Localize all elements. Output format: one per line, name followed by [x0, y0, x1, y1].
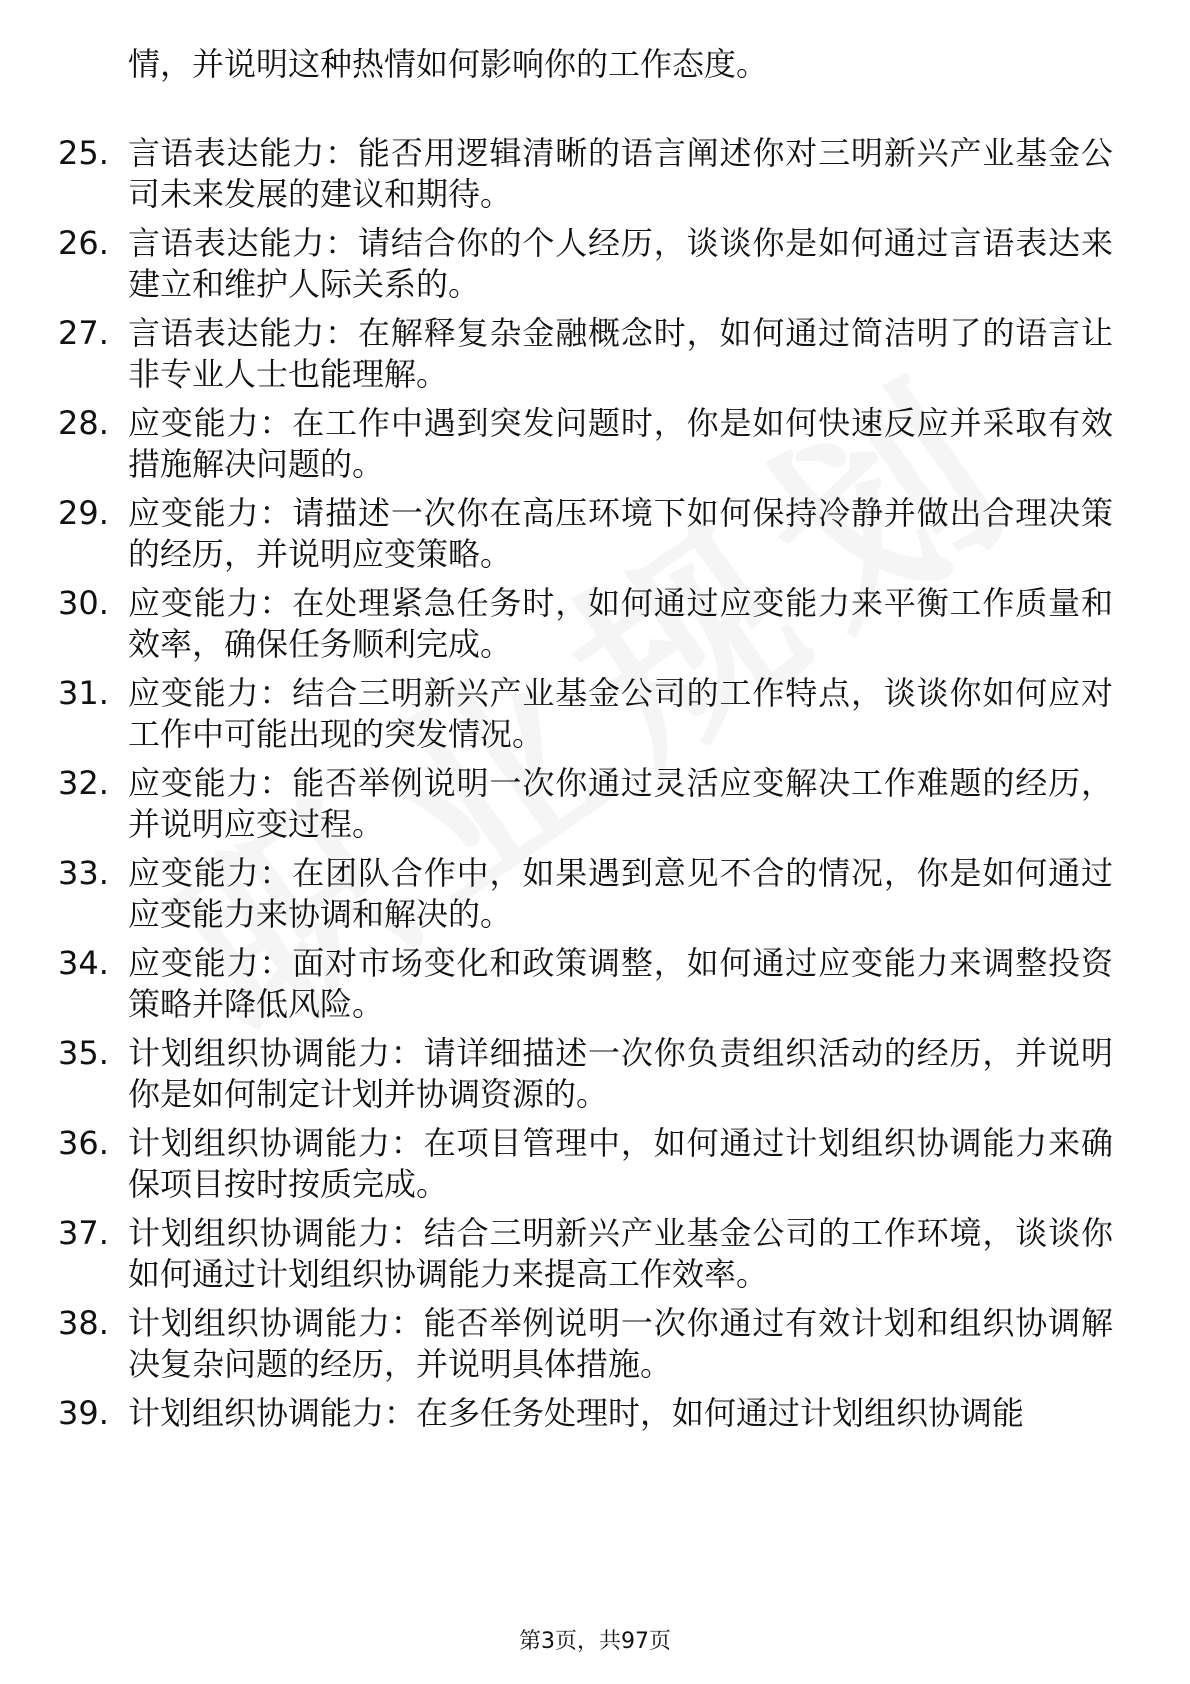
list-item	[0, 133, 1190, 215]
list-item	[0, 1303, 1190, 1385]
list-item	[0, 493, 1190, 575]
question-list	[0, 44, 1190, 1442]
item-text: 计划组织协调能力：在多任务处理时，如何通过计划组织协调能	[128, 1394, 1025, 1432]
item-number: 28.	[58, 404, 109, 442]
item-number: 34.	[58, 944, 109, 982]
continued-text: 情，并说明这种热情如何影响你的工作态度。	[128, 45, 769, 83]
list-item	[0, 1123, 1190, 1205]
item-number: 36.	[58, 1124, 109, 1162]
item-text: 应变能力：在团队合作中，如果遇到意见不合的情况，你是如何通过应变能力来协调和解决的。	[128, 854, 1113, 933]
list-item	[0, 583, 1190, 665]
item-text: 应变能力：结合三明新兴产业基金公司的工作特点，谈谈你如何应对工作中可能出现的突发情况。	[128, 674, 1113, 753]
list-item	[0, 223, 1190, 305]
item-text: 计划组织协调能力：请详细描述一次你负责组织活动的经历，并说明你是如何制定计划并协调资源的。	[128, 1034, 1113, 1113]
list-item	[0, 853, 1190, 935]
list-item	[0, 1393, 1190, 1434]
item-number: 33.	[58, 854, 109, 892]
item-text: 应变能力：面对市场变化和政策调整，如何通过应变能力来调整投资策略并降低风险。	[128, 944, 1113, 1023]
item-number: 38.	[58, 1304, 109, 1342]
item-number: 26.	[58, 224, 109, 262]
item-number: 35.	[58, 1034, 109, 1072]
item-number: 37.	[58, 1214, 109, 1252]
list-item	[0, 763, 1190, 845]
item-number: 39.	[58, 1394, 109, 1432]
item-number: 27.	[58, 314, 109, 352]
item-text: 计划组织协调能力：能否举例说明一次你通过有效计划和组织协调解决复杂问题的经历，并说明具体措施。	[128, 1304, 1113, 1383]
item-number: 31.	[58, 674, 109, 712]
item-text: 言语表达能力：请结合你的个人经历，谈谈你是如何通过言语表达来建立和维护人际关系的。	[128, 224, 1113, 303]
item-text: 应变能力：在处理紧急任务时，如何通过应变能力来平衡工作质量和效率，确保任务顺利完成。	[128, 584, 1113, 663]
list-item	[0, 403, 1190, 485]
list-item	[0, 1033, 1190, 1115]
item-text: 计划组织协调能力：结合三明新兴产业基金公司的工作环境，谈谈你如何通过计划组织协调能力来提高工作效率。	[128, 1214, 1113, 1293]
item-number: 32.	[58, 764, 109, 802]
item-text: 计划组织协调能力：在项目管理中，如何通过计划组织协调能力来确保项目按时按质完成。	[128, 1124, 1113, 1203]
item-number: 25.	[58, 134, 109, 172]
item-text: 言语表达能力：能否用逻辑清晰的语言阐述你对三明新兴产业基金公司未来发展的建议和期待。	[128, 134, 1113, 213]
page-footer: 第3页，共97页	[519, 1629, 671, 1654]
item-text: 言语表达能力：在解释复杂金融概念时，如何通过简洁明了的语言让非专业人士也能理解。	[128, 314, 1113, 393]
item-text: 应变能力：在工作中遇到突发问题时，你是如何快速反应并采取有效措施解决问题的。	[128, 404, 1113, 483]
list-item	[0, 1213, 1190, 1295]
item-number: 29.	[58, 494, 109, 532]
item-text: 应变能力：请描述一次你在高压环境下如何保持冷静并做出合理决策的经历，并说明应变策略。	[128, 494, 1113, 573]
list-item	[0, 673, 1190, 755]
list-item	[0, 313, 1190, 395]
item-number: 30.	[58, 584, 109, 622]
item-text: 应变能力：能否举例说明一次你通过灵活应变解决工作难题的经历，并说明应变过程。	[128, 764, 1113, 843]
list-item	[0, 943, 1190, 1025]
